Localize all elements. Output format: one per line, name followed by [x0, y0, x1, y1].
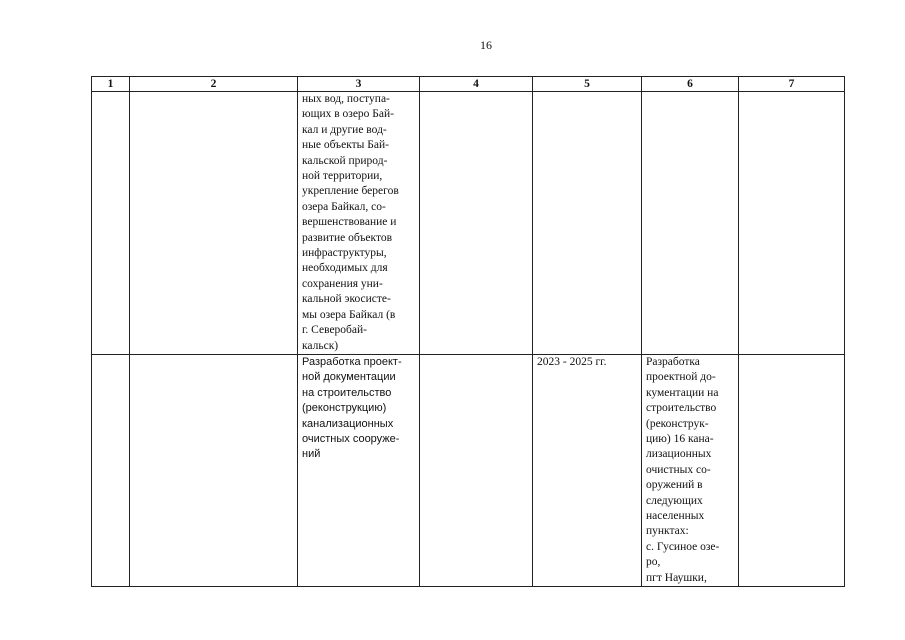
cell-text-line: лизационных — [646, 448, 712, 461]
cell-text-line: кументации на — [646, 386, 719, 399]
cell-text-line: ной документации — [302, 371, 396, 384]
column-header-2: 2 — [130, 77, 298, 92]
cell-text-line: цию) 16 кана- — [646, 432, 714, 445]
column-header-6: 6 — [642, 77, 739, 92]
cell-text-line: (реконструкцию) — [302, 402, 387, 415]
table-row — [92, 92, 845, 355]
column-header-1: 1 — [92, 77, 130, 92]
cell-text-line: укрепление берегов — [302, 185, 399, 198]
table-cell — [420, 92, 533, 355]
cell-text-line: необходимых для — [302, 262, 388, 275]
cell-text-line: (реконструк- — [646, 417, 709, 430]
table-cell — [130, 354, 298, 586]
cell-text-line: озера Байкал, со- — [302, 200, 386, 213]
cell-text-line: инфраструктуры, — [302, 247, 387, 260]
table-cell — [130, 92, 298, 355]
cell-text-line: ной территории, — [302, 170, 383, 183]
table-cell-period — [533, 354, 642, 586]
cell-text-line: следующих — [646, 494, 703, 507]
cell-text-line: ные объекты Бай- — [302, 139, 389, 152]
table-cell-measure-description — [298, 354, 420, 586]
table-cell — [420, 354, 533, 586]
cell-text-line: Разработка — [646, 355, 700, 368]
table-cell-result — [642, 354, 739, 586]
cell-text-line: проектной до- — [646, 371, 716, 384]
table-row — [92, 354, 845, 586]
cell-text-line: кальск) — [302, 339, 339, 352]
cell-text-line: на строительство — [302, 386, 392, 399]
table-cell — [642, 92, 739, 355]
cell-text-line: Разработка проект- — [302, 355, 402, 368]
table-cell — [533, 92, 642, 355]
cell-text-line: развитие объектов — [302, 231, 392, 244]
table-cell — [739, 354, 845, 586]
cell-text-line: строительство — [646, 402, 717, 415]
cell-text-line: населенных — [646, 509, 705, 522]
table-cell — [739, 92, 845, 355]
cell-text-line: ющих в озеро Бай- — [302, 108, 394, 121]
cell-text-line: ро, — [646, 556, 661, 569]
cell-text-line: кальской природ- — [302, 154, 388, 167]
column-header-4: 4 — [420, 77, 533, 92]
cell-text-line: сохранения уни- — [302, 277, 383, 290]
cell-text-line: ний — [302, 448, 321, 461]
page-number: 16 — [480, 38, 492, 52]
cell-text-line: мы озера Байкал (в — [302, 308, 396, 321]
cell-text-line: очистных сооруже- — [302, 432, 400, 445]
cell-text-line: канализационных — [302, 417, 394, 430]
cell-text-line: кальной экосисте- — [302, 293, 391, 306]
document-table — [91, 76, 845, 587]
table-cell — [92, 354, 130, 586]
column-header-3: 3 — [298, 77, 420, 92]
table-cell-measure-description — [298, 92, 420, 355]
column-header-7: 7 — [739, 77, 845, 92]
cell-text-line: кал и другие вод- — [302, 123, 387, 136]
header-row — [92, 77, 845, 92]
cell-text-line: очистных со- — [646, 463, 711, 476]
table-cell — [92, 92, 130, 355]
cell-text-line: с. Гусиное озе- — [646, 540, 720, 553]
cell-text-line: 2023 - 2025 гг. — [537, 355, 607, 368]
cell-text-line: г. Северобай- — [302, 324, 367, 337]
cell-text-line: пгт Наушки, — [646, 571, 707, 584]
cell-text-line: ных вод, поступа- — [302, 93, 390, 105]
cell-text-line: вершенствование и — [302, 216, 397, 229]
cell-text-line: оружений в — [646, 479, 703, 492]
cell-text-line: пунктах: — [646, 525, 689, 538]
column-header-5: 5 — [533, 77, 642, 92]
